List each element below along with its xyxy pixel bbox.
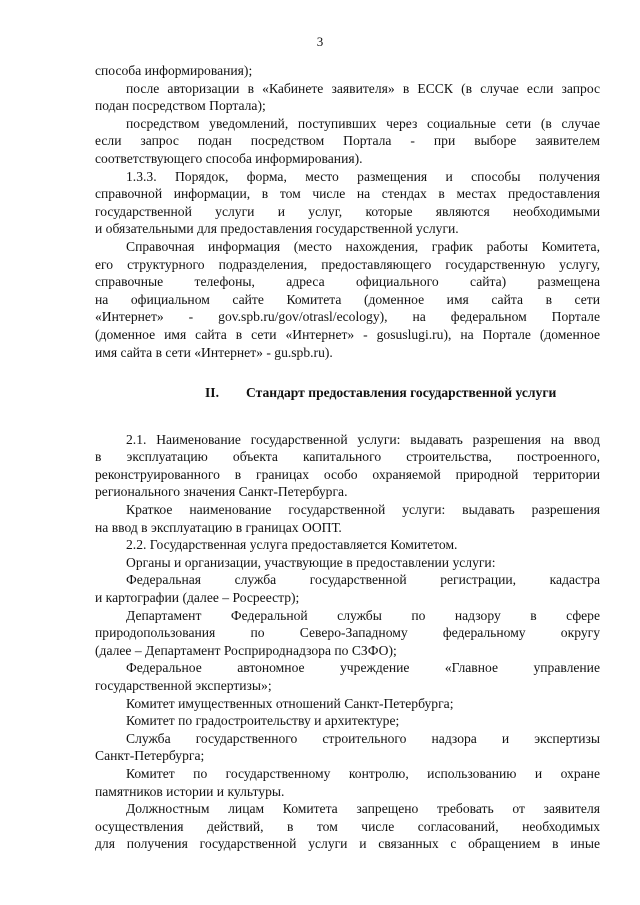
paragraph-line: Санкт-Петербурга; [95, 748, 205, 764]
paragraph-line: Комитет по государственному контролю, использованию и охране [126, 765, 600, 781]
paragraph-line: посредством уведомлений, поступивших через социальные сети (в случае [126, 115, 600, 131]
paragraph-line: Справочная информация (место нахождения, график работы Комитета, [126, 238, 600, 254]
paragraph-line: 2.2. Государственная услуга предоставляется Комитетом. [126, 537, 458, 553]
paragraph-line: памятников истории и культуры. [95, 783, 285, 799]
paragraph-line: Федеральная служба государственной регистрации, кадастра [126, 572, 600, 588]
paragraph-line: после авторизации в «Кабинете заявителя» в ЕССК (в случае если запрос [126, 80, 600, 96]
paragraph-line: в эксплуатацию объекта капитального строительства, построенного, [95, 449, 600, 465]
paragraph-line: имя сайта в сети «Интернет» - gu.spb.ru). [95, 344, 333, 360]
paragraph-line: Федеральное автономное учреждение «Главное управление [126, 660, 600, 676]
paragraph-line: если запрос подан посредством Портала - при выборе заявителем [95, 133, 600, 149]
paragraph-line: (далее – Департамент Росприроднадзора по СЗФО); [95, 642, 397, 658]
paragraph-line: подан посредством Портала); [95, 98, 266, 114]
paragraph-line: регионального значения Санкт-Петербурга. [95, 484, 348, 500]
paragraph-line: Комитет по градостроительству и архитектуре; [126, 713, 400, 729]
page-number: 3 [316, 34, 324, 49]
paragraph-line: осуществления действий, в том числе согласований, необходимых [95, 818, 600, 834]
paragraph-line: 2.1. Наименование государственной услуги: выдавать разрешения на ввод [126, 431, 600, 447]
document-body [95, 62, 600, 853]
paragraph-line: Органы и организации, участвующие в предоставлении услуги: [126, 554, 496, 570]
paragraph-line: (доменное имя сайта в сети «Интернет» - gosuslugi.ru), на Портале (доменное [95, 326, 600, 342]
paragraph-line: и картографии (далее – Росреестр); [95, 590, 300, 606]
paragraph-line: способа информирования); [95, 63, 253, 78]
paragraph-line: реконструированного в границах особо охраняемой природной территории [95, 466, 600, 482]
paragraph-line: 1.3.3. Порядок, форма, место размещения и способы получения [126, 168, 600, 184]
paragraph-line: на ввод в эксплуатацию в границах ООПТ. [95, 519, 342, 535]
paragraph-line: для получения государственной услуги и связанных с обращением в иные [95, 836, 600, 852]
paragraph-line: и обязательными для предоставления государственной услуги. [95, 221, 459, 237]
paragraph-line: справочные телефоны, адреса официального сайта) размещена [95, 274, 600, 290]
paragraph-line: соответствующего способа информирования). [95, 150, 363, 166]
paragraph-line: Краткое наименование государственной услуги: выдавать разрешения [126, 502, 600, 518]
paragraph-line: Департамент Федеральной службы по надзору в сфере [126, 607, 600, 623]
paragraph-line: Служба государственного строительного надзора и экспертизы [126, 730, 600, 746]
paragraph-line: природопользования по Северо-Западному федеральному округу [95, 625, 600, 641]
paragraph-line: его структурного подразделения, предоставляющего государственную услугу, [95, 256, 600, 272]
section-number: II. [205, 385, 219, 401]
section-title: Стандарт предоставления государственной услуги [246, 385, 557, 401]
section-heading [95, 384, 600, 402]
paragraph-line: «Интернет» - gov.spb.ru/gov/otrasl/ecology), на федеральном Портале [95, 309, 600, 325]
paragraph-line: государственной экспертизы»; [95, 678, 272, 693]
paragraph-line: государственной услуги и услуг, которые являются необходимыми [95, 203, 600, 219]
paragraph-line: на официальном сайте Комитета (доменное имя сайта в сети [95, 291, 600, 307]
paragraph-line: Должностным лицам Комитета запрещено требовать от заявителя [126, 801, 600, 817]
paragraph-line: Комитет имущественных отношений Санкт-Петербурга; [126, 695, 454, 711]
paragraph-line: справочной информации, в том числе на стендах в местах предоставления [95, 186, 600, 202]
